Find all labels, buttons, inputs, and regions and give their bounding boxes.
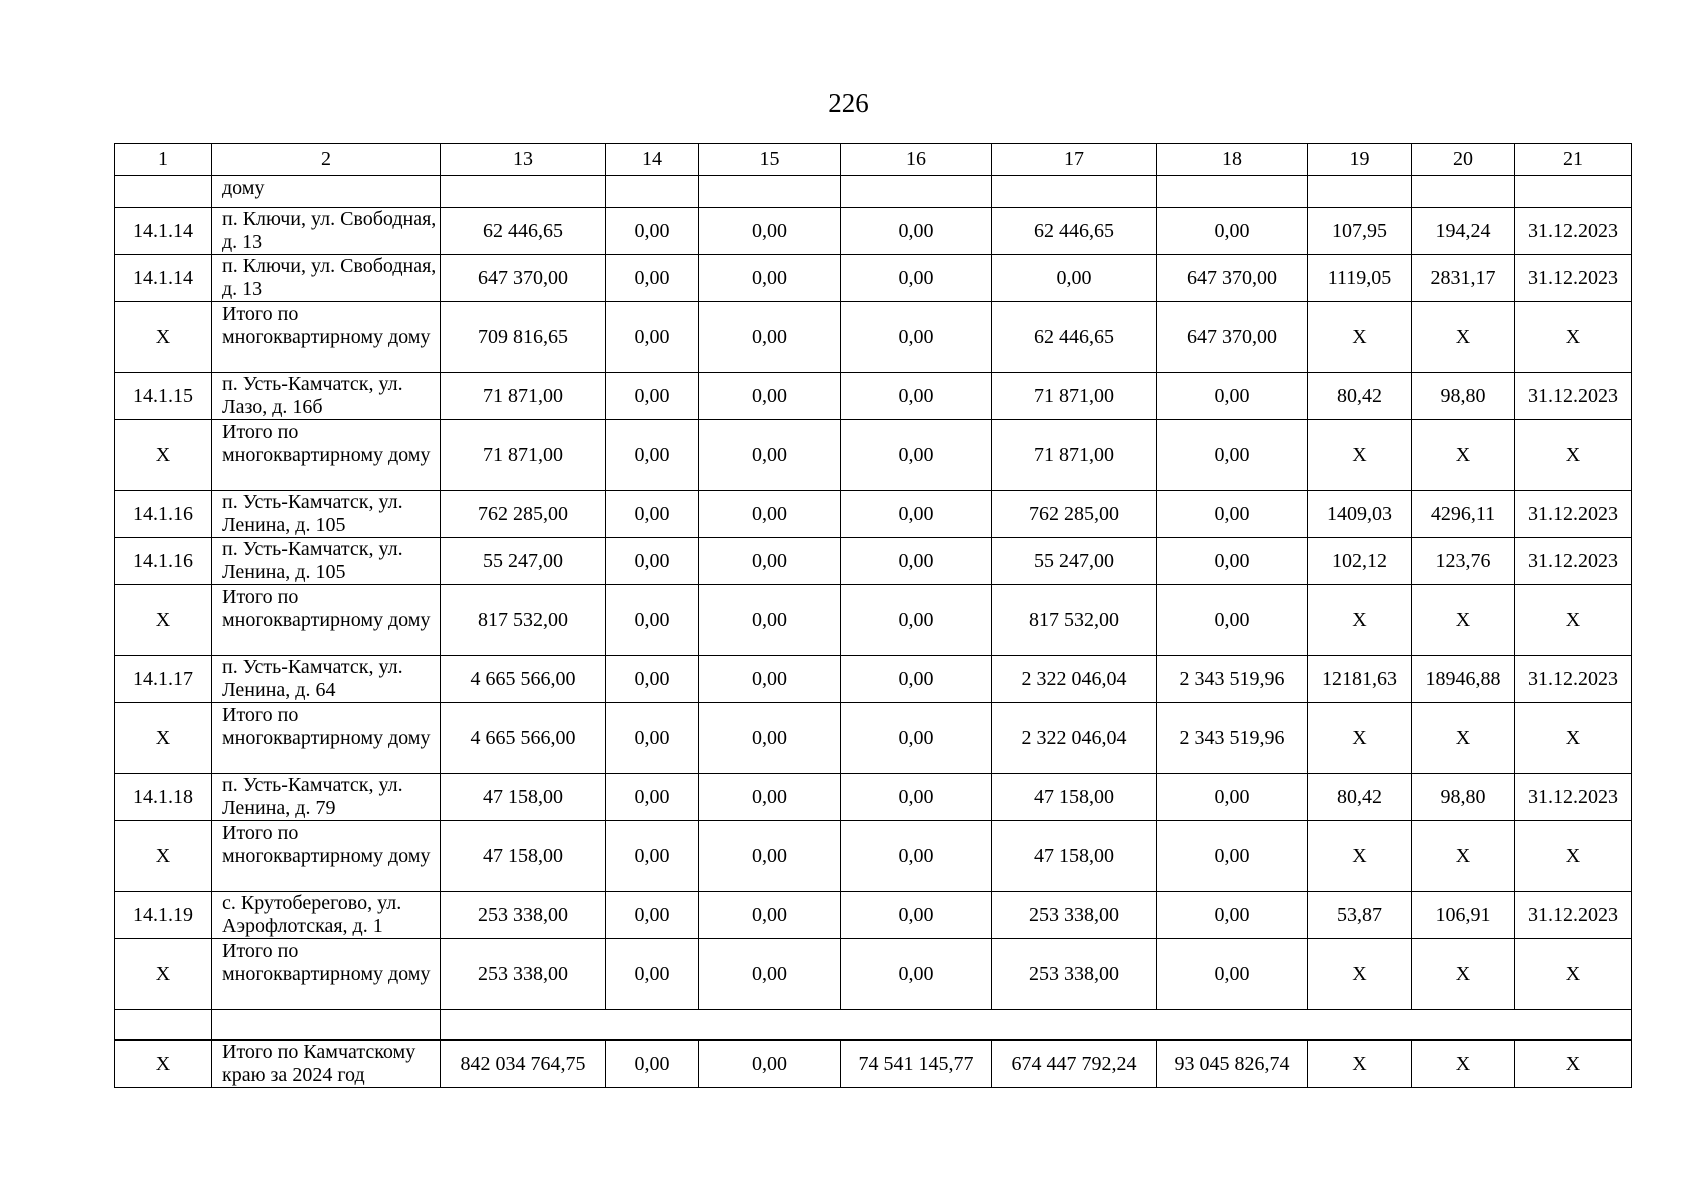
value-cell: 18946,88 [1412, 656, 1515, 703]
value-cell: 0,00 [606, 703, 699, 774]
address-cell: п. Усть-Камчатск, ул. Ленина, д. 79 [212, 774, 441, 821]
value-cell: 0,00 [699, 656, 841, 703]
value-cell: 2 322 046,04 [992, 656, 1157, 703]
value-cell: 0,00 [606, 538, 699, 585]
item-number-cell: X [115, 821, 212, 892]
value-cell: 0,00 [606, 774, 699, 821]
value-cell: 4 665 566,00 [441, 656, 606, 703]
value-cell: 53,87 [1308, 892, 1412, 939]
value-cell: 0,00 [841, 420, 992, 491]
value-cell: 0,00 [1157, 373, 1308, 420]
value-cell: 0,00 [606, 821, 699, 892]
value-cell: 62 446,65 [441, 208, 606, 255]
value-cell: 0,00 [1157, 821, 1308, 892]
header-cell: 16 [841, 144, 992, 176]
value-cell: 0,00 [606, 585, 699, 656]
value-cell: 4 665 566,00 [441, 703, 606, 774]
table-cell [699, 176, 841, 208]
value-cell: 0,00 [606, 656, 699, 703]
value-cell: X [1412, 302, 1515, 373]
value-cell: 0,00 [606, 1040, 699, 1088]
value-cell: 98,80 [1412, 373, 1515, 420]
value-cell: 0,00 [841, 585, 992, 656]
header-cell: 20 [1412, 144, 1515, 176]
item-number-cell: 14.1.19 [115, 892, 212, 939]
value-cell: 0,00 [699, 302, 841, 373]
value-cell: 0,00 [841, 255, 992, 302]
address-cell: п. Ключи, ул. Свободная, д. 13 [212, 208, 441, 255]
value-cell: 0,00 [1157, 208, 1308, 255]
value-cell: 0,00 [1157, 420, 1308, 491]
address-cell: Итого по многоквартирному дому [212, 703, 441, 774]
table-row [115, 208, 1632, 255]
header-cell: 15 [699, 144, 841, 176]
value-cell: 647 370,00 [1157, 255, 1308, 302]
value-cell: 842 034 764,75 [441, 1040, 606, 1088]
value-cell: 2 343 519,96 [1157, 656, 1308, 703]
item-number-cell: 14.1.14 [115, 255, 212, 302]
value-cell: X [1515, 420, 1632, 491]
item-number-cell: 14.1.17 [115, 656, 212, 703]
subtotal-row [115, 821, 1632, 892]
item-number-cell: X [115, 939, 212, 1010]
value-cell: X [1308, 1040, 1412, 1088]
value-cell: X [1308, 703, 1412, 774]
value-cell: 647 370,00 [441, 255, 606, 302]
address-cell: п. Усть-Камчатск, ул. Ленина, д. 105 [212, 491, 441, 538]
value-cell: 2 343 519,96 [1157, 703, 1308, 774]
value-cell: X [1412, 821, 1515, 892]
value-cell: X [1308, 939, 1412, 1010]
continuation-text: дому [212, 176, 441, 208]
value-cell: 0,00 [606, 255, 699, 302]
register-table [114, 143, 1632, 1088]
value-cell: 31.12.2023 [1515, 255, 1632, 302]
table-row [115, 774, 1632, 821]
blank-row [115, 1010, 1632, 1041]
value-cell: 762 285,00 [441, 491, 606, 538]
value-cell: 194,24 [1412, 208, 1515, 255]
table-cell [115, 176, 212, 208]
value-cell: 0,00 [841, 491, 992, 538]
address-cell: п. Усть-Камчатск, ул. Ленина, д. 64 [212, 656, 441, 703]
value-cell: 0,00 [606, 373, 699, 420]
address-cell: Итого по многоквартирному дому [212, 420, 441, 491]
grand-total-row [115, 1040, 1632, 1088]
value-cell: 0,00 [699, 703, 841, 774]
table-body [115, 144, 1632, 1088]
value-cell: X [1515, 1040, 1632, 1088]
table-cell [441, 176, 606, 208]
value-cell: X [1308, 821, 1412, 892]
value-cell: 0,00 [992, 255, 1157, 302]
table-cell [841, 176, 992, 208]
value-cell: 93 045 826,74 [1157, 1040, 1308, 1088]
table-row [115, 373, 1632, 420]
table-cell [606, 176, 699, 208]
value-cell: 31.12.2023 [1515, 774, 1632, 821]
header-cell: 14 [606, 144, 699, 176]
value-cell: 647 370,00 [1157, 302, 1308, 373]
value-cell: 71 871,00 [992, 373, 1157, 420]
value-cell: X [1308, 302, 1412, 373]
item-number-cell: 14.1.15 [115, 373, 212, 420]
value-cell: 0,00 [606, 491, 699, 538]
subtotal-row [115, 420, 1632, 491]
value-cell: 0,00 [699, 538, 841, 585]
address-cell: Итого по многоквартирному дому [212, 585, 441, 656]
value-cell: X [1412, 939, 1515, 1010]
value-cell: 0,00 [699, 821, 841, 892]
header-cell: 19 [1308, 144, 1412, 176]
empty-cell [441, 1010, 1632, 1041]
value-cell: 47 158,00 [441, 821, 606, 892]
value-cell: 55 247,00 [441, 538, 606, 585]
address-cell: Итого по многоквартирному дому [212, 939, 441, 1010]
address-cell: п. Ключи, ул. Свободная, д. 13 [212, 255, 441, 302]
value-cell: X [1515, 585, 1632, 656]
value-cell: 674 447 792,24 [992, 1040, 1157, 1088]
value-cell: 0,00 [1157, 491, 1308, 538]
value-cell: X [1412, 585, 1515, 656]
value-cell: X [1308, 585, 1412, 656]
value-cell: 47 158,00 [441, 774, 606, 821]
value-cell: 0,00 [841, 703, 992, 774]
value-cell: 0,00 [841, 373, 992, 420]
value-cell: 253 338,00 [441, 939, 606, 1010]
item-number-cell: X [115, 585, 212, 656]
header-cell: 2 [212, 144, 441, 176]
value-cell: 253 338,00 [441, 892, 606, 939]
value-cell: 253 338,00 [992, 939, 1157, 1010]
page-number: 226 [828, 88, 869, 118]
value-cell: 0,00 [699, 892, 841, 939]
value-cell: X [1308, 420, 1412, 491]
table-cell [992, 176, 1157, 208]
value-cell: 12181,63 [1308, 656, 1412, 703]
subtotal-row [115, 703, 1632, 774]
value-cell: 98,80 [1412, 774, 1515, 821]
value-cell: 0,00 [606, 208, 699, 255]
value-cell: 123,76 [1412, 538, 1515, 585]
value-cell: 31.12.2023 [1515, 656, 1632, 703]
value-cell: 80,42 [1308, 774, 1412, 821]
value-cell: 4296,11 [1412, 491, 1515, 538]
item-number-cell: 14.1.16 [115, 491, 212, 538]
subtotal-row [115, 939, 1632, 1010]
address-cell: Итого по многоквартирному дому [212, 302, 441, 373]
value-cell: 1409,03 [1308, 491, 1412, 538]
value-cell: 0,00 [841, 656, 992, 703]
value-cell: 31.12.2023 [1515, 892, 1632, 939]
value-cell: 0,00 [699, 373, 841, 420]
value-cell: 62 446,65 [992, 208, 1157, 255]
value-cell: 0,00 [699, 208, 841, 255]
item-number-cell: X [115, 420, 212, 491]
value-cell: X [1515, 821, 1632, 892]
value-cell: 0,00 [699, 939, 841, 1010]
value-cell: X [1412, 420, 1515, 491]
address-cell: с. Крутоберегово, ул. Аэрофлотская, д. 1 [212, 892, 441, 939]
value-cell: 0,00 [1157, 585, 1308, 656]
value-cell: 0,00 [606, 939, 699, 1010]
value-cell: 47 158,00 [992, 774, 1157, 821]
value-cell: 0,00 [606, 302, 699, 373]
subtotal-row [115, 302, 1632, 373]
subtotal-row [115, 585, 1632, 656]
table-row [115, 892, 1632, 939]
value-cell: 71 871,00 [992, 420, 1157, 491]
value-cell: 817 532,00 [992, 585, 1157, 656]
value-cell: 0,00 [841, 892, 992, 939]
item-number-cell: 14.1.14 [115, 208, 212, 255]
value-cell: X [1412, 703, 1515, 774]
table-cell [1412, 176, 1515, 208]
value-cell: 0,00 [1157, 939, 1308, 1010]
value-cell: X [1515, 939, 1632, 1010]
value-cell: 0,00 [606, 420, 699, 491]
table-cell [1515, 176, 1632, 208]
table-row [115, 255, 1632, 302]
value-cell: 0,00 [841, 302, 992, 373]
empty-cell [115, 1010, 212, 1041]
value-cell: 71 871,00 [441, 373, 606, 420]
value-cell: 0,00 [699, 774, 841, 821]
value-cell: X [1515, 302, 1632, 373]
header-cell: 1 [115, 144, 212, 176]
empty-cell [212, 1010, 441, 1041]
value-cell: 107,95 [1308, 208, 1412, 255]
value-cell: 817 532,00 [441, 585, 606, 656]
continuation-row [115, 176, 1632, 208]
value-cell: X [1515, 703, 1632, 774]
value-cell: 31.12.2023 [1515, 538, 1632, 585]
value-cell: 74 541 145,77 [841, 1040, 992, 1088]
address-cell: п. Усть-Камчатск, ул. Ленина, д. 105 [212, 538, 441, 585]
table-row [115, 656, 1632, 703]
value-cell: 0,00 [1157, 774, 1308, 821]
value-cell: 1119,05 [1308, 255, 1412, 302]
value-cell: 0,00 [1157, 892, 1308, 939]
value-cell: 31.12.2023 [1515, 491, 1632, 538]
value-cell: 47 158,00 [992, 821, 1157, 892]
item-number-cell: X [115, 703, 212, 774]
value-cell: 55 247,00 [992, 538, 1157, 585]
value-cell: 0,00 [606, 892, 699, 939]
header-cell: 13 [441, 144, 606, 176]
value-cell: 31.12.2023 [1515, 208, 1632, 255]
header-cell: 18 [1157, 144, 1308, 176]
value-cell: 253 338,00 [992, 892, 1157, 939]
item-number-cell: X [115, 302, 212, 373]
item-number-cell: 14.1.18 [115, 774, 212, 821]
table-row [115, 538, 1632, 585]
column-number-row [115, 144, 1632, 176]
value-cell: 106,91 [1412, 892, 1515, 939]
value-cell: 0,00 [699, 491, 841, 538]
item-number-cell: X [115, 1040, 212, 1088]
address-cell: Итого по Камчатскому краю за 2024 год [212, 1040, 441, 1088]
value-cell: 709 816,65 [441, 302, 606, 373]
table-row [115, 491, 1632, 538]
value-cell: 0,00 [1157, 538, 1308, 585]
address-cell: п. Усть-Камчатск, ул. Лазо, д. 16б [212, 373, 441, 420]
item-number-cell: 14.1.16 [115, 538, 212, 585]
value-cell: 0,00 [841, 821, 992, 892]
header-cell: 21 [1515, 144, 1632, 176]
table-cell [1157, 176, 1308, 208]
value-cell: 0,00 [699, 1040, 841, 1088]
value-cell: 0,00 [841, 774, 992, 821]
value-cell: X [1412, 1040, 1515, 1088]
value-cell: 102,12 [1308, 538, 1412, 585]
value-cell: 2831,17 [1412, 255, 1515, 302]
value-cell: 0,00 [699, 255, 841, 302]
value-cell: 71 871,00 [441, 420, 606, 491]
value-cell: 2 322 046,04 [992, 703, 1157, 774]
table-cell [1308, 176, 1412, 208]
header-cell: 17 [992, 144, 1157, 176]
value-cell: 0,00 [699, 585, 841, 656]
value-cell: 762 285,00 [992, 491, 1157, 538]
value-cell: 62 446,65 [992, 302, 1157, 373]
value-cell: 0,00 [841, 939, 992, 1010]
value-cell: 0,00 [699, 420, 841, 491]
value-cell: 0,00 [841, 208, 992, 255]
value-cell: 80,42 [1308, 373, 1412, 420]
address-cell: Итого по многоквартирному дому [212, 821, 441, 892]
value-cell: 0,00 [841, 538, 992, 585]
value-cell: 31.12.2023 [1515, 373, 1632, 420]
